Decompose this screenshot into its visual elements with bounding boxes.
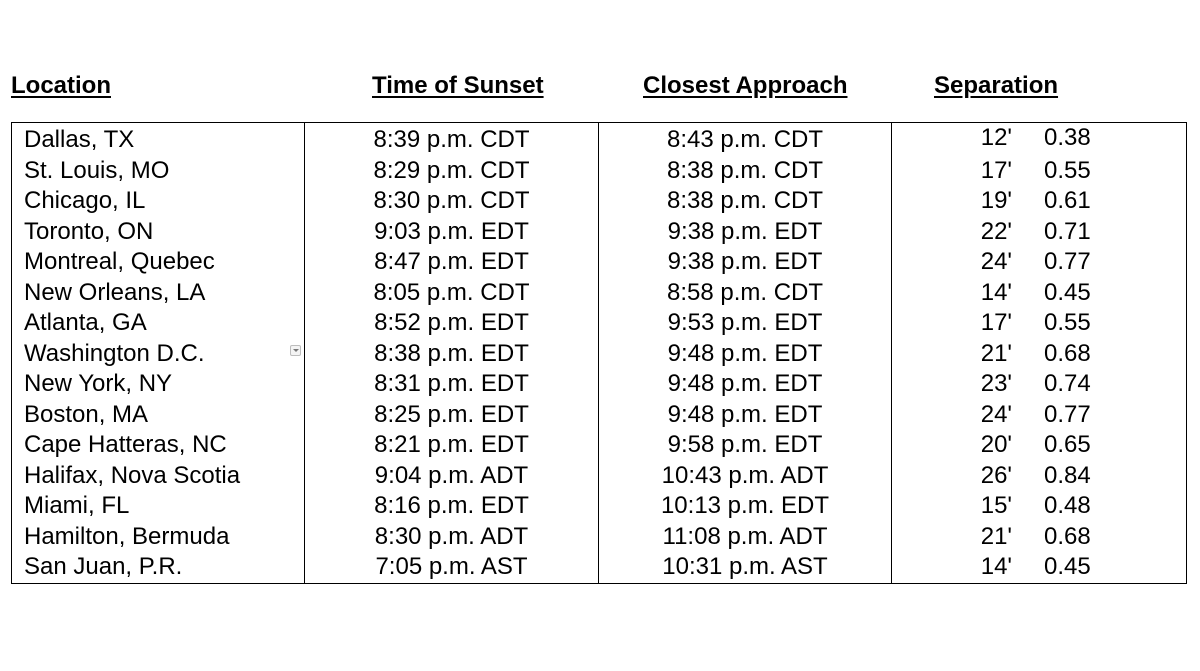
cell-time-of-sunset[interactable]: 8:05 p.m. CDT <box>305 278 599 309</box>
cell-closest-approach[interactable]: 10:13 p.m. EDT <box>599 491 892 522</box>
header-location: Location <box>11 72 111 99</box>
cell-time-of-sunset[interactable]: 8:52 p.m. EDT <box>305 308 599 339</box>
table-row <box>12 522 1187 553</box>
cell-separation[interactable] <box>892 186 1187 217</box>
table-row <box>12 552 1187 583</box>
separation-ratio: 0.55 <box>1044 309 1091 336</box>
cell-time-of-sunset[interactable]: 7:05 p.m. AST <box>305 552 599 583</box>
cell-time-of-sunset[interactable]: 8:25 p.m. EDT <box>305 400 599 431</box>
cell-closest-approach[interactable]: 11:08 p.m. ADT <box>599 522 892 553</box>
separation-arcminutes: 15' <box>980 492 1012 519</box>
cell-closest-approach[interactable]: 9:58 p.m. EDT <box>599 430 892 461</box>
cell-separation[interactable] <box>892 400 1187 431</box>
cell-closest-approach[interactable]: 9:48 p.m. EDT <box>599 400 892 431</box>
separation-arcminutes: 17' <box>980 309 1012 336</box>
cell-location[interactable]: Chicago, IL <box>12 186 305 217</box>
cell-separation[interactable] <box>892 552 1187 583</box>
cell-time-of-sunset[interactable]: 8:30 p.m. CDT <box>305 186 599 217</box>
column-headers <box>0 72 1200 106</box>
cell-separation[interactable] <box>892 278 1187 309</box>
cell-closest-approach[interactable]: 10:43 p.m. ADT <box>599 461 892 492</box>
cell-time-of-sunset[interactable]: 8:30 p.m. ADT <box>305 522 599 553</box>
separation-ratio: 0.38 <box>1044 124 1091 151</box>
separation-arcminutes: 24' <box>980 400 1012 428</box>
cell-location[interactable]: Hamilton, Bermuda <box>12 522 305 553</box>
table-row <box>12 369 1187 400</box>
header-time-of-sunset: Time of Sunset <box>372 72 544 99</box>
cell-location[interactable]: Boston, MA <box>12 400 305 431</box>
cell-location[interactable]: Dallas, TX <box>12 123 305 156</box>
table-row <box>12 278 1187 309</box>
cell-time-of-sunset[interactable]: 8:39 p.m. CDT <box>305 123 599 156</box>
cell-time-of-sunset[interactable]: 8:16 p.m. EDT <box>305 491 599 522</box>
cell-closest-approach[interactable]: 8:43 p.m. CDT <box>599 123 892 156</box>
separation-ratio: 0.45 <box>1044 278 1091 306</box>
cell-location[interactable]: Miami, FL <box>12 491 305 522</box>
separation-arcminutes: 12' <box>980 124 1012 151</box>
cell-time-of-sunset[interactable]: 9:04 p.m. ADT <box>305 461 599 492</box>
separation-ratio: 0.48 <box>1044 492 1091 519</box>
cell-closest-approach[interactable]: 9:38 p.m. EDT <box>599 217 892 248</box>
table-row <box>12 308 1187 339</box>
cell-location[interactable]: Cape Hatteras, NC <box>12 430 305 461</box>
separation-ratio: 0.65 <box>1044 431 1091 458</box>
cell-separation[interactable] <box>892 308 1187 339</box>
table-row <box>12 156 1187 187</box>
cell-separation[interactable] <box>892 339 1187 370</box>
cell-location[interactable]: Washington D.C. <box>12 339 305 370</box>
table-row <box>12 491 1187 522</box>
cell-separation[interactable] <box>892 247 1187 278</box>
cell-closest-approach[interactable]: 8:38 p.m. CDT <box>599 156 892 187</box>
cell-separation[interactable] <box>892 461 1187 492</box>
cell-location[interactable]: Atlanta, GA <box>12 308 305 339</box>
cell-separation[interactable] <box>892 123 1187 156</box>
header-separation: Separation <box>934 72 1059 99</box>
table-row <box>12 123 1187 156</box>
separation-ratio: 0.74 <box>1044 370 1091 397</box>
separation-arcminutes: 21' <box>980 339 1012 367</box>
cell-time-of-sunset[interactable]: 9:03 p.m. EDT <box>305 217 599 248</box>
cell-separation[interactable] <box>892 369 1187 400</box>
table-body <box>12 123 1187 584</box>
header-closest-approach: Closest Approach <box>643 72 848 99</box>
separation-arcminutes: 22' <box>980 217 1012 245</box>
sunset-table <box>11 122 1187 584</box>
table-row <box>12 400 1187 431</box>
cell-separation[interactable] <box>892 156 1187 187</box>
table-row <box>12 186 1187 217</box>
cell-closest-approach[interactable]: 8:38 p.m. CDT <box>599 186 892 217</box>
cell-closest-approach[interactable]: 9:38 p.m. EDT <box>599 247 892 278</box>
table-row <box>12 217 1187 248</box>
separation-arcminutes: 17' <box>980 156 1012 184</box>
cell-location[interactable]: Halifax, Nova Scotia <box>12 461 305 492</box>
dropdown-arrow-icon[interactable] <box>290 345 301 356</box>
separation-ratio: 0.84 <box>1044 461 1091 489</box>
cell-closest-approach[interactable]: 9:53 p.m. EDT <box>599 308 892 339</box>
cell-closest-approach[interactable]: 10:31 p.m. AST <box>599 552 892 583</box>
cell-closest-approach[interactable]: 8:58 p.m. CDT <box>599 278 892 309</box>
cell-location[interactable]: New Orleans, LA <box>12 278 305 309</box>
cell-time-of-sunset[interactable]: 8:21 p.m. EDT <box>305 430 599 461</box>
separation-arcminutes: 19' <box>980 187 1012 214</box>
separation-arcminutes: 14' <box>980 278 1012 306</box>
cell-time-of-sunset[interactable]: 8:29 p.m. CDT <box>305 156 599 187</box>
separation-ratio: 0.68 <box>1044 339 1091 367</box>
cell-location[interactable]: Toronto, ON <box>12 217 305 248</box>
cell-location[interactable]: St. Louis, MO <box>12 156 305 187</box>
separation-ratio: 0.45 <box>1044 553 1091 580</box>
separation-arcminutes: 26' <box>980 461 1012 489</box>
table-row <box>12 247 1187 278</box>
cell-closest-approach[interactable]: 9:48 p.m. EDT <box>599 339 892 370</box>
separation-ratio: 0.61 <box>1044 187 1091 214</box>
separation-ratio: 0.77 <box>1044 400 1091 428</box>
cell-time-of-sunset[interactable]: 8:31 p.m. EDT <box>305 369 599 400</box>
cell-location[interactable]: San Juan, P.R. <box>12 552 305 583</box>
table-row <box>12 339 1187 370</box>
separation-ratio: 0.55 <box>1044 156 1091 184</box>
cell-separation[interactable] <box>892 430 1187 461</box>
cell-location[interactable]: New York, NY <box>12 369 305 400</box>
separation-arcminutes: 24' <box>980 248 1012 275</box>
separation-arcminutes: 14' <box>980 553 1012 580</box>
separation-arcminutes: 21' <box>980 522 1012 550</box>
separation-ratio: 0.71 <box>1044 217 1091 245</box>
separation-arcminutes: 23' <box>980 370 1012 397</box>
separation-arcminutes: 20' <box>980 431 1012 458</box>
cell-time-of-sunset[interactable]: 8:38 p.m. EDT <box>305 339 599 370</box>
cell-time-of-sunset[interactable]: 8:47 p.m. EDT <box>305 247 599 278</box>
cell-separation[interactable] <box>892 217 1187 248</box>
table-row <box>12 430 1187 461</box>
separation-ratio: 0.68 <box>1044 522 1091 550</box>
cell-location[interactable]: Montreal, Quebec <box>12 247 305 278</box>
table-row <box>12 461 1187 492</box>
cell-separation[interactable] <box>892 522 1187 553</box>
cell-closest-approach[interactable]: 9:48 p.m. EDT <box>599 369 892 400</box>
cell-separation[interactable] <box>892 491 1187 522</box>
separation-ratio: 0.77 <box>1044 248 1091 275</box>
